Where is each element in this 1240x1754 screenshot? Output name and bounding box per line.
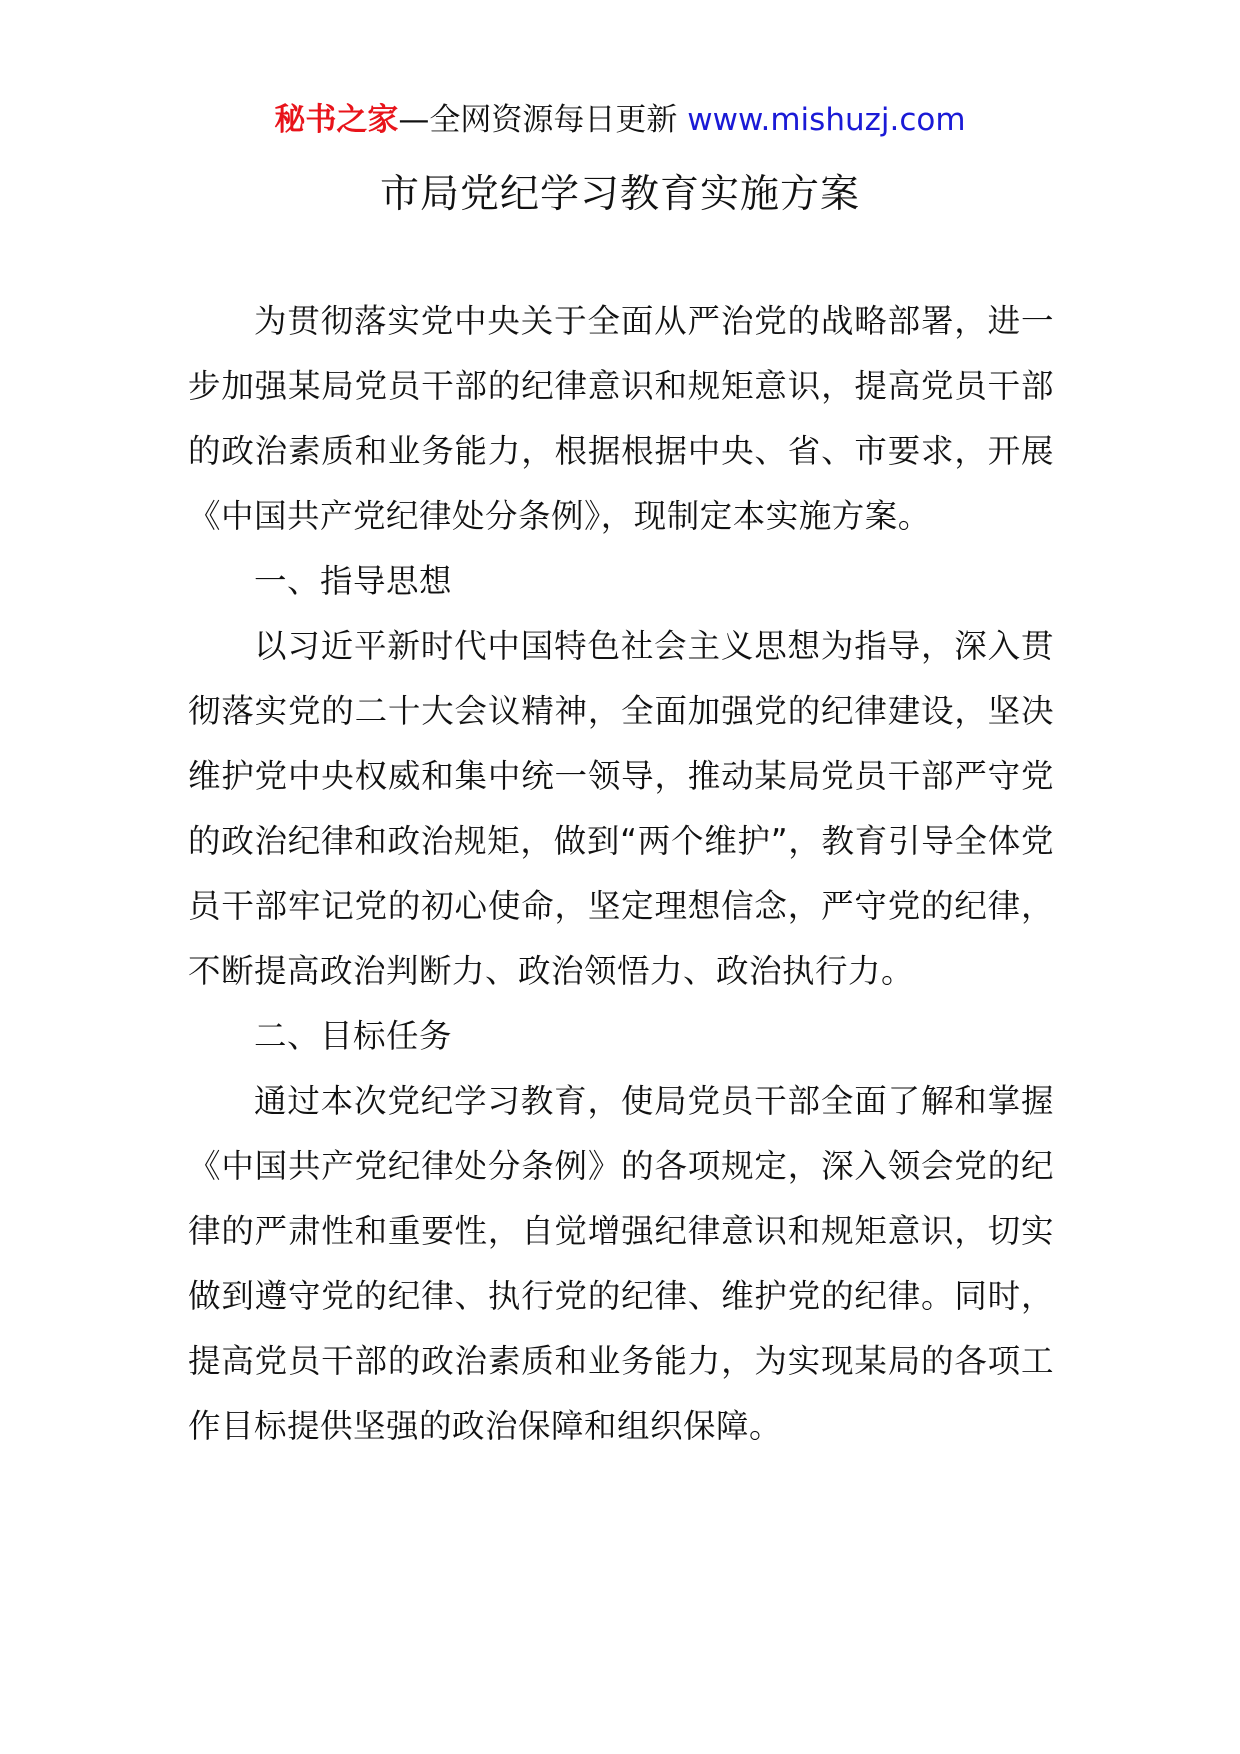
goals-tasks-paragraph: 通过本次党纪学习教育，使局党员干部全面了解和掌握《中国共产党纪律处分条例》的各项规定，深入领会党的纪律的严肃性和重要性，自觉增强纪律意识和规矩意识，切实做到遵守党的纪律、执行党的纪律、维护党的纪律。同时，提高党员干部的政治素质和业务能力，为实现某局的各项工作目标提供坚强的政治保障和组织保障。 bbox=[188, 1082, 1054, 1445]
intro-paragraph: 为贯彻落实党中央关于全面从严治党的战略部署，进一步加强某局党员干部的纪律意识和规矩意识，提高党员干部的政治素质和业务能力，根据根据中央、省、市要求，开展《中国共产党纪律处分条例》，现制定本实施方案。 bbox=[188, 302, 1054, 535]
document-title: 市局党纪学习教育实施方案 bbox=[379, 172, 860, 217]
site-tagline: —全网资源每日更新 bbox=[398, 102, 678, 138]
document-body bbox=[188, 289, 1054, 1459]
brand-name: 秘书之家 bbox=[274, 102, 399, 138]
guiding-thought-paragraph: 以习近平新时代中国特色社会主义思想为指导，深入贯彻落实党的二十大会议精神，全面加强党的纪律建设，坚决维护党中央权威和集中统一领导，推动某局党员干部严守党的政治纪律和政治规矩，做到“两个维护”，教育引导全体党员干部牢记党的初心使命，坚定理想信念，严守党的纪律，不断提高政治判断力、政治领悟力、政治执行力。 bbox=[188, 627, 1054, 990]
section-heading-guiding-thought: 一、指导思想 bbox=[254, 562, 453, 600]
site-url: www.mishuzj.com bbox=[687, 102, 966, 138]
site-header bbox=[0, 98, 1240, 142]
section-heading-goals-tasks: 二、目标任务 bbox=[254, 1017, 453, 1055]
